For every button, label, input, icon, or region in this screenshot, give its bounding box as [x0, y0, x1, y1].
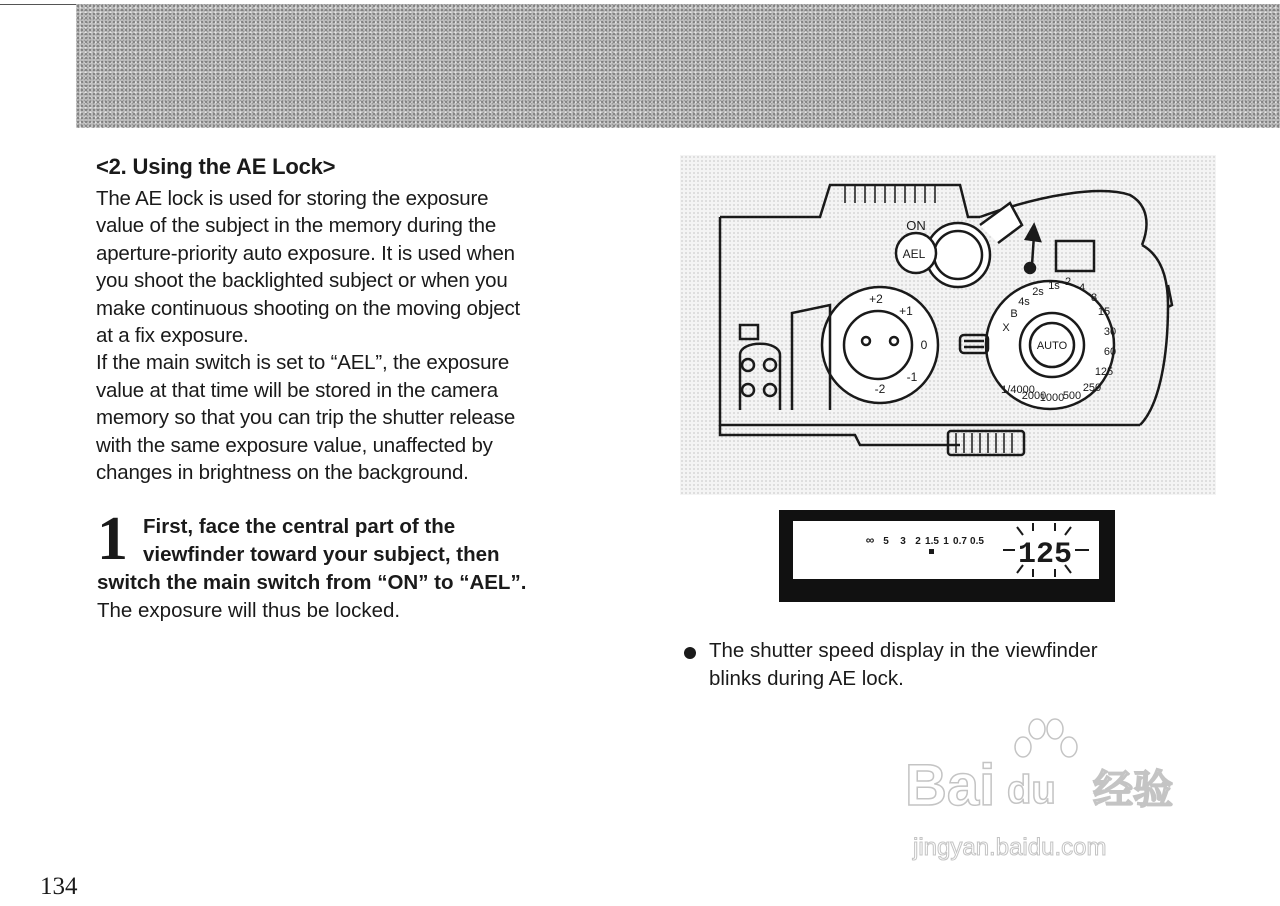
step-instruction-line: viewfinder toward your subject, then — [143, 543, 500, 566]
distance-mark: 2 — [915, 536, 921, 547]
speed-label: 2s — [1032, 286, 1044, 298]
comp-label: -1 — [906, 370, 918, 384]
top-rule — [0, 4, 78, 5]
step-result: The exposure will thus be locked. — [97, 599, 401, 622]
body-line: The AE lock is used for storing the exposure — [96, 187, 489, 210]
speed-label: 8 — [1090, 292, 1098, 304]
comp-label: -2 — [874, 382, 886, 396]
comp-label: 0 — [920, 338, 928, 352]
viewfinder-screen — [793, 521, 1099, 579]
comp-label: +2 — [869, 292, 883, 306]
comp-label: +1 — [899, 304, 913, 318]
page-number: 134 — [40, 873, 78, 900]
speed-label: 4 — [1078, 282, 1086, 294]
speed-label: 30 — [1103, 326, 1117, 338]
body-line: with the same exposure value, unaffected by — [96, 433, 493, 457]
section-title: <2. Using the AE Lock> — [96, 154, 336, 179]
distance-mark: 1 — [943, 536, 949, 547]
body-line: If the main switch is set to “AEL”, the exposure — [96, 351, 510, 375]
viewfinder-readout — [793, 521, 1099, 579]
distance-mark: 0.7 — [953, 536, 967, 547]
viewfinder-display — [779, 510, 1115, 602]
speed-label: 1s — [1048, 280, 1060, 292]
camera-top-drawing — [680, 155, 1216, 495]
speed-label: 15 — [1097, 306, 1111, 318]
body-line: changes in brightness on the background. — [96, 461, 469, 485]
speed-label: 60 — [1103, 346, 1117, 358]
distance-indicator — [929, 549, 934, 554]
speed-label: 1/4000 — [1001, 384, 1035, 396]
speed-label: 2 — [1064, 276, 1072, 288]
caption — [709, 637, 1098, 693]
baidu-watermark — [905, 715, 1205, 875]
speed-label: 2000 — [1021, 390, 1047, 402]
bullet-icon — [684, 647, 696, 659]
step-instruction-line: First, face the central part of the — [143, 515, 456, 538]
body-line: value of the subject in the memory during the — [96, 214, 497, 238]
speed-label: 125 — [1094, 366, 1114, 378]
body-line: memory so that you can trip the shutter release — [96, 406, 516, 430]
speed-label: 4s — [1018, 296, 1030, 308]
caption-line: The shutter speed display in the viewfinder — [709, 639, 1098, 662]
body-line: aperture-priority auto exposure. It is used when — [96, 241, 515, 265]
auto-label: AUTO — [1036, 340, 1068, 352]
watermark-url: jingyan.baidu.com — [913, 834, 1107, 861]
body-line: value at that time will be stored in the camera — [96, 378, 498, 402]
body-line: at a fix exposure. — [96, 324, 249, 348]
ael-label: AEL — [902, 247, 926, 261]
camera-illustration — [680, 155, 1216, 495]
on-label: ON — [906, 218, 926, 233]
distance-mark: 0.5 — [970, 536, 984, 547]
speed-label: 1000 — [1039, 392, 1065, 404]
caption-line: blinks during AE lock. — [709, 667, 904, 690]
header-band — [76, 4, 1280, 128]
speed-label: 500 — [1062, 390, 1082, 402]
distance-mark: 5 — [883, 536, 889, 547]
distance-mark: 3 — [900, 536, 906, 547]
watermark-brand: Bai — [905, 753, 996, 818]
watermark-suffix: 经验 — [1093, 768, 1173, 812]
speed-label: X — [1002, 322, 1010, 334]
distance-mark: ∞ — [865, 533, 875, 547]
speed-label: 250 — [1082, 382, 1102, 394]
baidu-logo — [905, 715, 1205, 875]
step-number: 1 — [97, 505, 128, 573]
speed-label: B — [1010, 308, 1018, 320]
distance-mark: 1.5 — [925, 536, 939, 547]
watermark-du: du — [1007, 768, 1056, 812]
body-line: make continuous shooting on the moving object — [96, 296, 521, 320]
section-body — [96, 185, 636, 486]
shutter-speed-display: 125 — [1017, 538, 1073, 572]
step-instruction-line: switch the main switch from “ON” to “AEL”. — [97, 571, 527, 594]
body-line: you shoot the backlighted subject or when you — [96, 269, 508, 293]
